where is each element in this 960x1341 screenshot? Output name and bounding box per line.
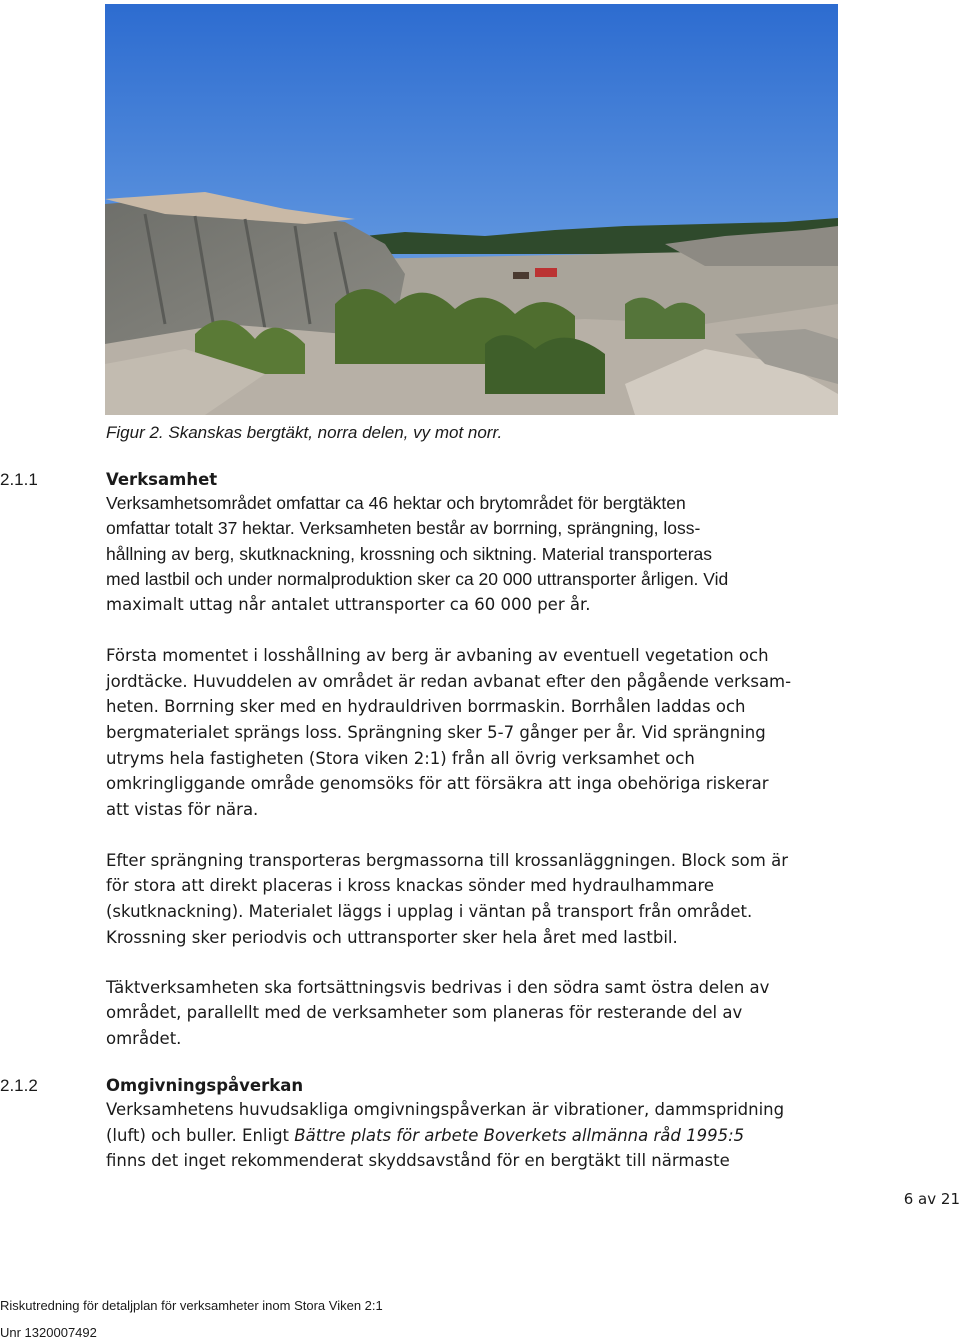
body-line: (skutknackning). Materialet läggs i upplag i väntan på transport från området.	[106, 902, 753, 921]
section-heading: Verksamhet	[106, 470, 218, 489]
body-line: bergmaterialet sprängs loss. Sprängning sker 5-7 gånger per år. Vid sprängning	[106, 723, 766, 742]
body-line: området.	[106, 1029, 182, 1048]
body-line: omfattar totalt 37 hektar. Verksamheten består av borrning, sprängning, loss-	[106, 518, 701, 538]
body-line: utryms hela fastigheten (Stora viken 2:1) från all övrig verksamhet och	[106, 749, 695, 768]
body-line: Verksamhetsområdet omfattar ca 46 hektar och brytområdet för bergtäkten	[106, 493, 686, 513]
section-number: 2.1.1	[0, 470, 38, 489]
body-line: med lastbil och under normalproduktion sker ca 20 000 uttransporter årligen. Vid	[106, 569, 729, 589]
body-line: området, parallellt med de verksamheter som planeras för resterande del av	[106, 1003, 743, 1022]
body-line: jordtäcke. Huvuddelen av området är redan avbanat efter den pågående verksam-	[106, 672, 792, 691]
body-line: Verksamhetens huvudsakliga omgivningspåverkan är vibrationer, dammspridning	[106, 1100, 785, 1119]
body-line: omkringliggande område genomsöks för att försäkra att inga obehöriga riskerar	[106, 774, 769, 793]
body-text: (luft) och buller. Enligt	[106, 1126, 295, 1145]
quarry-photo	[105, 4, 838, 415]
footer-title: Riskutredning för detaljplan för verksamheter inom Stora Viken 2:1	[0, 1298, 383, 1313]
body-line: Krossning sker periodvis och uttransporter sker hela året med lastbil.	[106, 928, 678, 947]
section-heading: Omgivningspåverkan	[106, 1076, 304, 1095]
body-line	[106, 1123, 744, 1149]
body-line: att vistas för nära.	[106, 800, 259, 819]
cited-title: Bättre plats för arbete Boverkets allmänna råd 1995:5	[294, 1126, 745, 1145]
body-line: Efter sprängning transporteras bergmassorna till krossanläggningen. Block som är	[106, 851, 788, 870]
section-number: 2.1.2	[0, 1076, 38, 1095]
body-line: finns det inget rekommenderat skyddsavstånd för en bergtäkt till närmaste	[106, 1151, 730, 1170]
figure-caption: Figur 2. Skanskas bergtäkt, norra delen, vy mot norr.	[106, 423, 503, 442]
footer-ref: Unr 1320007492	[0, 1325, 97, 1340]
body-line: heten. Borrning sker med en hydrauldriven borrmaskin. Borrhålen laddas och	[106, 697, 746, 716]
body-line: maximalt uttag når antalet uttransporter ca 60 000 per år.	[106, 595, 591, 614]
body-line: Täktverksamheten ska fortsättningsvis bedrivas i den södra samt östra delen av	[106, 978, 770, 997]
body-line: hållning av berg, skutknackning, krossning och siktning. Material transporteras	[106, 544, 713, 564]
page-number: 6 av 21	[903, 1190, 960, 1208]
body-line: Första momentet i losshållning av berg är avbaning av eventuell vegetation och	[106, 646, 769, 665]
body-line: för stora att direkt placeras i kross knackas sönder med hydraulhammare	[106, 876, 715, 895]
